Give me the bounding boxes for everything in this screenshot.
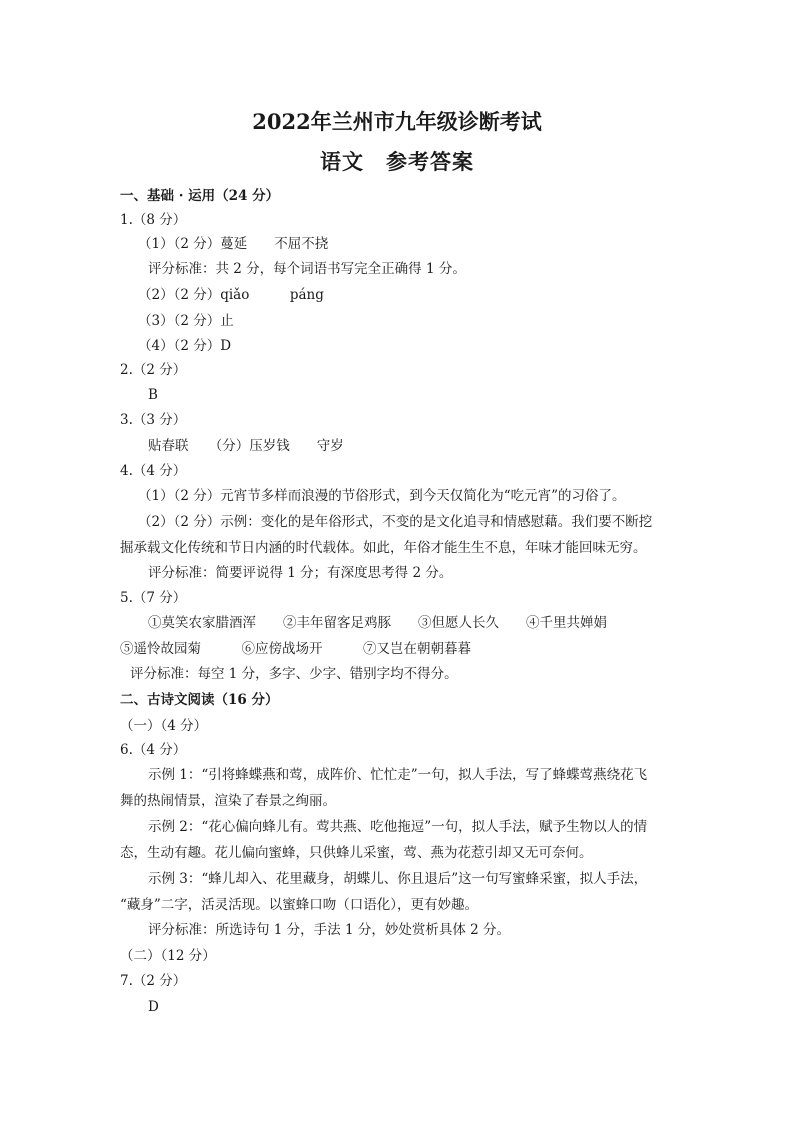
scoring-criteria: 评分标准：简要评说得 1 分；有深度思考得 2 分。: [148, 565, 453, 581]
answer-line: （3）（2 分）止: [138, 313, 234, 329]
question-1-heading: 1.（8 分）: [120, 212, 187, 228]
answer-line: 掘承载文化传统和节日内涵的时代载体。如此，年俗才能生生不息，年味才能回味无穷。: [120, 540, 647, 556]
answer-line: D: [148, 999, 159, 1015]
section-heading-classics: 二、古诗文阅读（16 分）: [120, 692, 279, 708]
question-6-heading: 6.（4 分）: [120, 742, 187, 758]
question-5-heading: 5.（7 分）: [120, 590, 187, 606]
subsection-heading: （一）（4 分）: [120, 718, 208, 734]
answer-line: 示例 2：“花心偏向蜂儿有。莺共燕、吃他拖逗”一句，拟人手法，赋予生物以人的情: [148, 819, 648, 835]
answer-line: 示例 3：“蜂儿却入、花里藏身，胡蝶儿、你且退后”这一句写蜜蜂采蜜，拟人手法，: [148, 871, 648, 887]
answer-line: B: [148, 387, 158, 403]
section-heading-basics: 一、基础 · 运用（24 分）: [120, 188, 280, 204]
answer-line: 舞的热闹情景，渲染了春景之绚丽。: [120, 793, 336, 809]
scoring-criteria: 评分标准：所选诗句 1 分，手法 1 分，妙处赏析具体 2 分。: [148, 922, 511, 938]
question-4-heading: 4.（4 分）: [120, 463, 187, 479]
answer-line: （1）（2 分）蔓延 不屈不挠: [138, 236, 329, 252]
answer-line: （1）（2 分）元宵节多样而浪漫的节俗形式，到今天仅简化为“吃元宵”的习俗了。: [138, 488, 626, 504]
answer-line: （4）（2 分）D: [138, 338, 232, 354]
answer-line: ①莫笑农家腊酒浑 ②丰年留客足鸡豚 ③但愿人长久 ④千里共婵娟: [148, 615, 607, 631]
answer-line: 态，生动有趣。花儿偏向蜜蜂，只供蜂儿采蜜，莺、燕为花惹引却又无可奈何。: [120, 845, 593, 861]
answer-line: 示例 1：“引将蜂蝶燕和莺，成阵价、忙忙走”一句，拟人手法，写了蜂蝶莺燕绕花飞: [148, 767, 648, 783]
answer-line: 贴春联 （分）压岁钱 守岁: [148, 438, 344, 454]
question-7-heading: 7.（2 分）: [120, 973, 187, 989]
page-subtitle: 语文 参考答案: [320, 149, 474, 174]
answer-line: “藏身”二字，活灵活现。以蜜蜂口吻（口语化），更有妙趣。: [120, 897, 479, 913]
answer-line: ⑤遥怜故园菊 ⑥应傍战场开 ⑦又岂在朝朝暮暮: [120, 641, 471, 657]
subsection-heading: （二）（12 分）: [120, 948, 216, 964]
question-3-heading: 3.（3 分）: [120, 412, 187, 428]
scoring-criteria: 评分标准：共 2 分，每个词语书写完全正确得 1 分。: [148, 261, 466, 277]
scoring-criteria: 评分标准：每空 1 分，多字、少字、错别字均不得分。: [130, 666, 458, 682]
question-2-heading: 2.（2 分）: [120, 362, 187, 378]
page-title: 2022年兰州市九年级诊断考试: [252, 109, 542, 134]
answer-line: （2）（2 分）示例：变化的是年俗形式，不变的是文化追寻和情感慰藉。我们要不断挖: [138, 514, 653, 530]
answer-line: （2）（2 分）qiǎo páng: [138, 287, 324, 303]
